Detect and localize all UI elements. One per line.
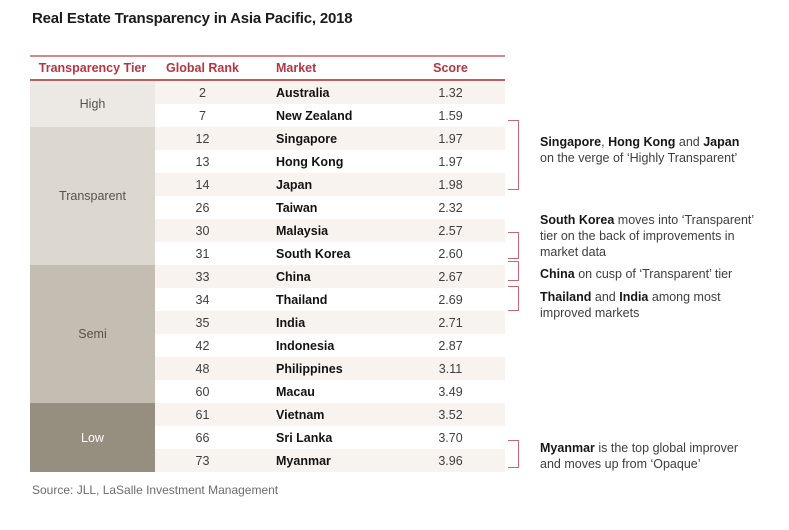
annotation-text-south-korea-note (540, 212, 789, 260)
score-cell: 3.49 (438, 384, 463, 399)
annotation-text-china-note (540, 266, 789, 282)
annotation-line: tier on the back of improvements in (540, 229, 735, 243)
rank-cell: 12 (195, 131, 210, 146)
annotation-bracket-thailand-india-note (508, 286, 519, 311)
table-row (155, 104, 505, 127)
table-rows (155, 81, 505, 472)
score-cell: 3.52 (438, 407, 463, 422)
rank-cell: 33 (195, 269, 210, 284)
table-row (155, 265, 505, 288)
market-cell: India (276, 315, 306, 330)
annotation-bracket-china-note (508, 261, 519, 281)
rank-cell: 73 (195, 453, 210, 468)
table-row (155, 81, 505, 104)
table-row (155, 219, 505, 242)
annotation-line: Singapore, Hong Kong and Japan (540, 135, 740, 149)
annotation-line: market data (540, 245, 607, 259)
transparency-table (30, 55, 505, 472)
tier-block-high: High (30, 81, 155, 127)
score-cell: 1.32 (438, 85, 463, 100)
rank-cell: 60 (195, 384, 210, 399)
table-row (155, 196, 505, 219)
table-row (155, 403, 505, 426)
rank-cell: 42 (195, 338, 210, 353)
market-cell: Hong Kong (276, 154, 344, 169)
score-cell: 2.67 (438, 269, 463, 284)
score-cell: 3.11 (438, 361, 463, 376)
tier-column (30, 81, 155, 472)
score-cell: 2.87 (438, 338, 463, 353)
column-header-market: Market (276, 61, 317, 75)
rank-cell: 7 (199, 108, 206, 123)
rank-cell: 66 (195, 430, 210, 445)
annotation-line: South Korea moves into ‘Transparent’ (540, 213, 755, 227)
tier-block-transparent: Transparent (30, 127, 155, 265)
table-row (155, 380, 505, 403)
score-cell: 2.32 (438, 200, 463, 215)
table-row (155, 334, 505, 357)
score-cell: 1.97 (438, 131, 463, 146)
rank-cell: 30 (195, 223, 210, 238)
score-cell: 2.69 (438, 292, 463, 307)
rank-cell: 31 (195, 246, 210, 261)
score-cell: 2.57 (438, 223, 463, 238)
score-cell: 1.97 (438, 154, 463, 169)
market-cell: China (276, 269, 311, 284)
annotation-line: China on cusp of ‘Transparent’ tier (540, 267, 733, 281)
market-cell: Vietnam (276, 407, 325, 422)
rank-cell: 14 (195, 177, 210, 192)
annotation-line: and moves up from ‘Opaque’ (540, 457, 701, 471)
market-cell: Singapore (276, 131, 338, 146)
score-cell: 3.96 (438, 453, 463, 468)
annotation-line: Myanmar is the top global improver (540, 441, 739, 455)
table-row (155, 127, 505, 150)
column-header-transparency-tier: Transparency Tier (38, 61, 147, 75)
rank-cell: 35 (195, 315, 210, 330)
score-cell: 1.98 (438, 177, 463, 192)
market-cell: New Zealand (276, 108, 353, 123)
annotation-text-myanmar-note (540, 440, 789, 472)
source-note: Source: JLL, LaSalle Investment Management (32, 483, 279, 497)
table-header-row (30, 55, 505, 81)
annotation-text-thailand-india-note (540, 289, 789, 321)
annotation-line: improved markets (540, 306, 640, 320)
market-cell: Malaysia (276, 223, 329, 238)
column-header-global-rank: Global Rank (166, 61, 239, 75)
rank-cell: 13 (195, 154, 210, 169)
table-body (30, 81, 505, 472)
annotation-line: on the verge of ‘Highly Transparent’ (540, 151, 738, 165)
rank-cell: 34 (195, 292, 210, 307)
market-cell: South Korea (276, 246, 351, 261)
annotation-bracket-singapore-hongkong-japan-note (508, 120, 519, 190)
table-row (155, 311, 505, 334)
table-row (155, 150, 505, 173)
rank-cell: 48 (195, 361, 210, 376)
market-cell: Macau (276, 384, 315, 399)
rank-cell: 61 (195, 407, 210, 422)
column-header-score: Score (433, 61, 468, 75)
market-cell: Indonesia (276, 338, 335, 353)
table-row (155, 449, 505, 472)
market-cell: Japan (276, 177, 313, 192)
market-cell: Sri Lanka (276, 430, 333, 445)
annotation-line: Thailand and India among most (540, 290, 721, 304)
score-cell: 1.59 (438, 108, 463, 123)
page-title: Real Estate Transparency in Asia Pacific, 2018 (32, 10, 353, 27)
market-cell: Myanmar (276, 453, 331, 468)
market-cell: Philippines (276, 361, 343, 376)
annotation-bracket-south-korea-note (508, 232, 519, 259)
table-row (155, 357, 505, 380)
table-row (155, 242, 505, 265)
market-cell: Thailand (276, 292, 328, 307)
score-cell: 2.60 (438, 246, 463, 261)
annotation-bracket-myanmar-note (508, 440, 519, 468)
tier-block-semi: Semi (30, 265, 155, 403)
table-row (155, 426, 505, 449)
score-cell: 3.70 (438, 430, 463, 445)
score-cell: 2.71 (438, 315, 463, 330)
rank-cell: 2 (199, 85, 206, 100)
tier-block-low: Low (30, 403, 155, 472)
market-cell: Taiwan (276, 200, 318, 215)
table-row (155, 288, 505, 311)
rank-cell: 26 (195, 200, 210, 215)
market-cell: Australia (276, 85, 330, 100)
table-row (155, 173, 505, 196)
annotation-text-singapore-hongkong-japan-note (540, 134, 789, 166)
